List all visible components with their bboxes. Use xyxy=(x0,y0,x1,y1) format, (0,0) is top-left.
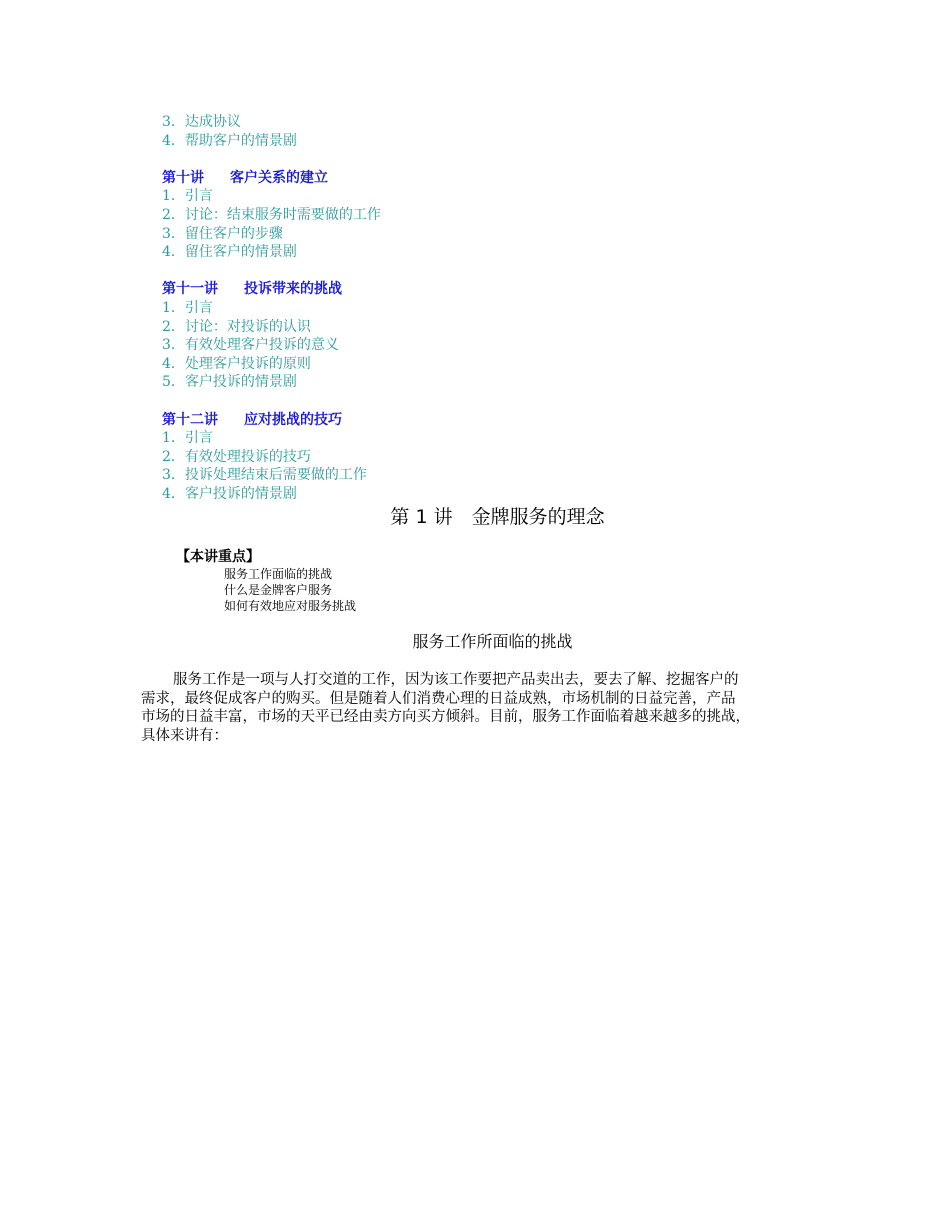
toc-section-number: 第十讲 xyxy=(162,169,204,186)
toc-item: 1．引言 xyxy=(162,430,213,447)
toc-section-name: 投诉带来的挑战 xyxy=(244,281,342,298)
toc-section-11 xyxy=(162,280,762,392)
focus-point: 如何有效地应对服务挑战 xyxy=(224,599,357,613)
toc-section-10 xyxy=(162,169,762,262)
toc-section-name: 客户关系的建立 xyxy=(230,169,328,186)
focus-point: 什么是金牌客户服务 xyxy=(224,583,333,597)
toc-item: 1．引言 xyxy=(162,188,213,205)
toc-section-title xyxy=(162,169,762,188)
paragraph-line: 市场的日益丰富，市场的天平已经由卖方向买方倾斜。目前，服务工作面临着越来越多的挑战， xyxy=(141,709,750,726)
toc-item: 4．留住客户的情景剧 xyxy=(162,244,297,261)
toc-item: 2．讨论：结束服务时需要做的工作 xyxy=(162,206,381,223)
toc-section-12 xyxy=(162,411,762,504)
toc-item: 3．留住客户的步骤 xyxy=(162,225,283,242)
toc-item: 1．引言 xyxy=(162,299,213,316)
focus-label: 【本讲重点】 xyxy=(176,549,260,565)
focus-point: 服务工作面临的挑战 xyxy=(224,567,333,581)
section-heading: 服务工作所面临的挑战 xyxy=(412,632,573,651)
toc-item: 2．有效处理投诉的技巧 xyxy=(162,448,311,465)
lecture-title: 第 1 讲 金牌服务的理念 xyxy=(390,506,605,528)
toc-section-number: 第十二讲 xyxy=(162,411,218,428)
body-paragraph xyxy=(141,671,831,745)
paragraph-line: 需求，最终促成客户的购买。但是随着人们消费心理的日益成熟，市场机制的日益完善，产品 xyxy=(141,690,736,707)
toc-section-number: 第十一讲 xyxy=(162,281,218,298)
toc-item: 5．客户投诉的情景剧 xyxy=(162,374,297,391)
lecture-focus xyxy=(176,548,356,614)
toc-item: 4．帮助客户的情景剧 xyxy=(162,132,297,149)
table-of-contents xyxy=(162,113,762,503)
toc-item: 3．达成协议 xyxy=(162,114,241,130)
toc-section-name: 应对挑战的技巧 xyxy=(244,411,342,428)
toc-item: 4．客户投诉的情景剧 xyxy=(162,485,297,502)
paragraph-line: 服务工作是一项与人打交道的工作，因为该工作要把产品卖出去，要去了解、挖掘客户的 xyxy=(173,672,739,688)
toc-item: 2．讨论：对投诉的认识 xyxy=(162,318,311,335)
toc-continued-group xyxy=(162,113,762,150)
paragraph-line: 具体来讲有： xyxy=(141,727,228,744)
toc-item: 3．有效处理客户投诉的意义 xyxy=(162,337,339,354)
toc-section-title xyxy=(162,411,762,430)
toc-item: 4．处理客户投诉的原则 xyxy=(162,355,311,372)
toc-section-title xyxy=(162,280,762,299)
toc-item: 3．投诉处理结束后需要做的工作 xyxy=(162,467,367,484)
